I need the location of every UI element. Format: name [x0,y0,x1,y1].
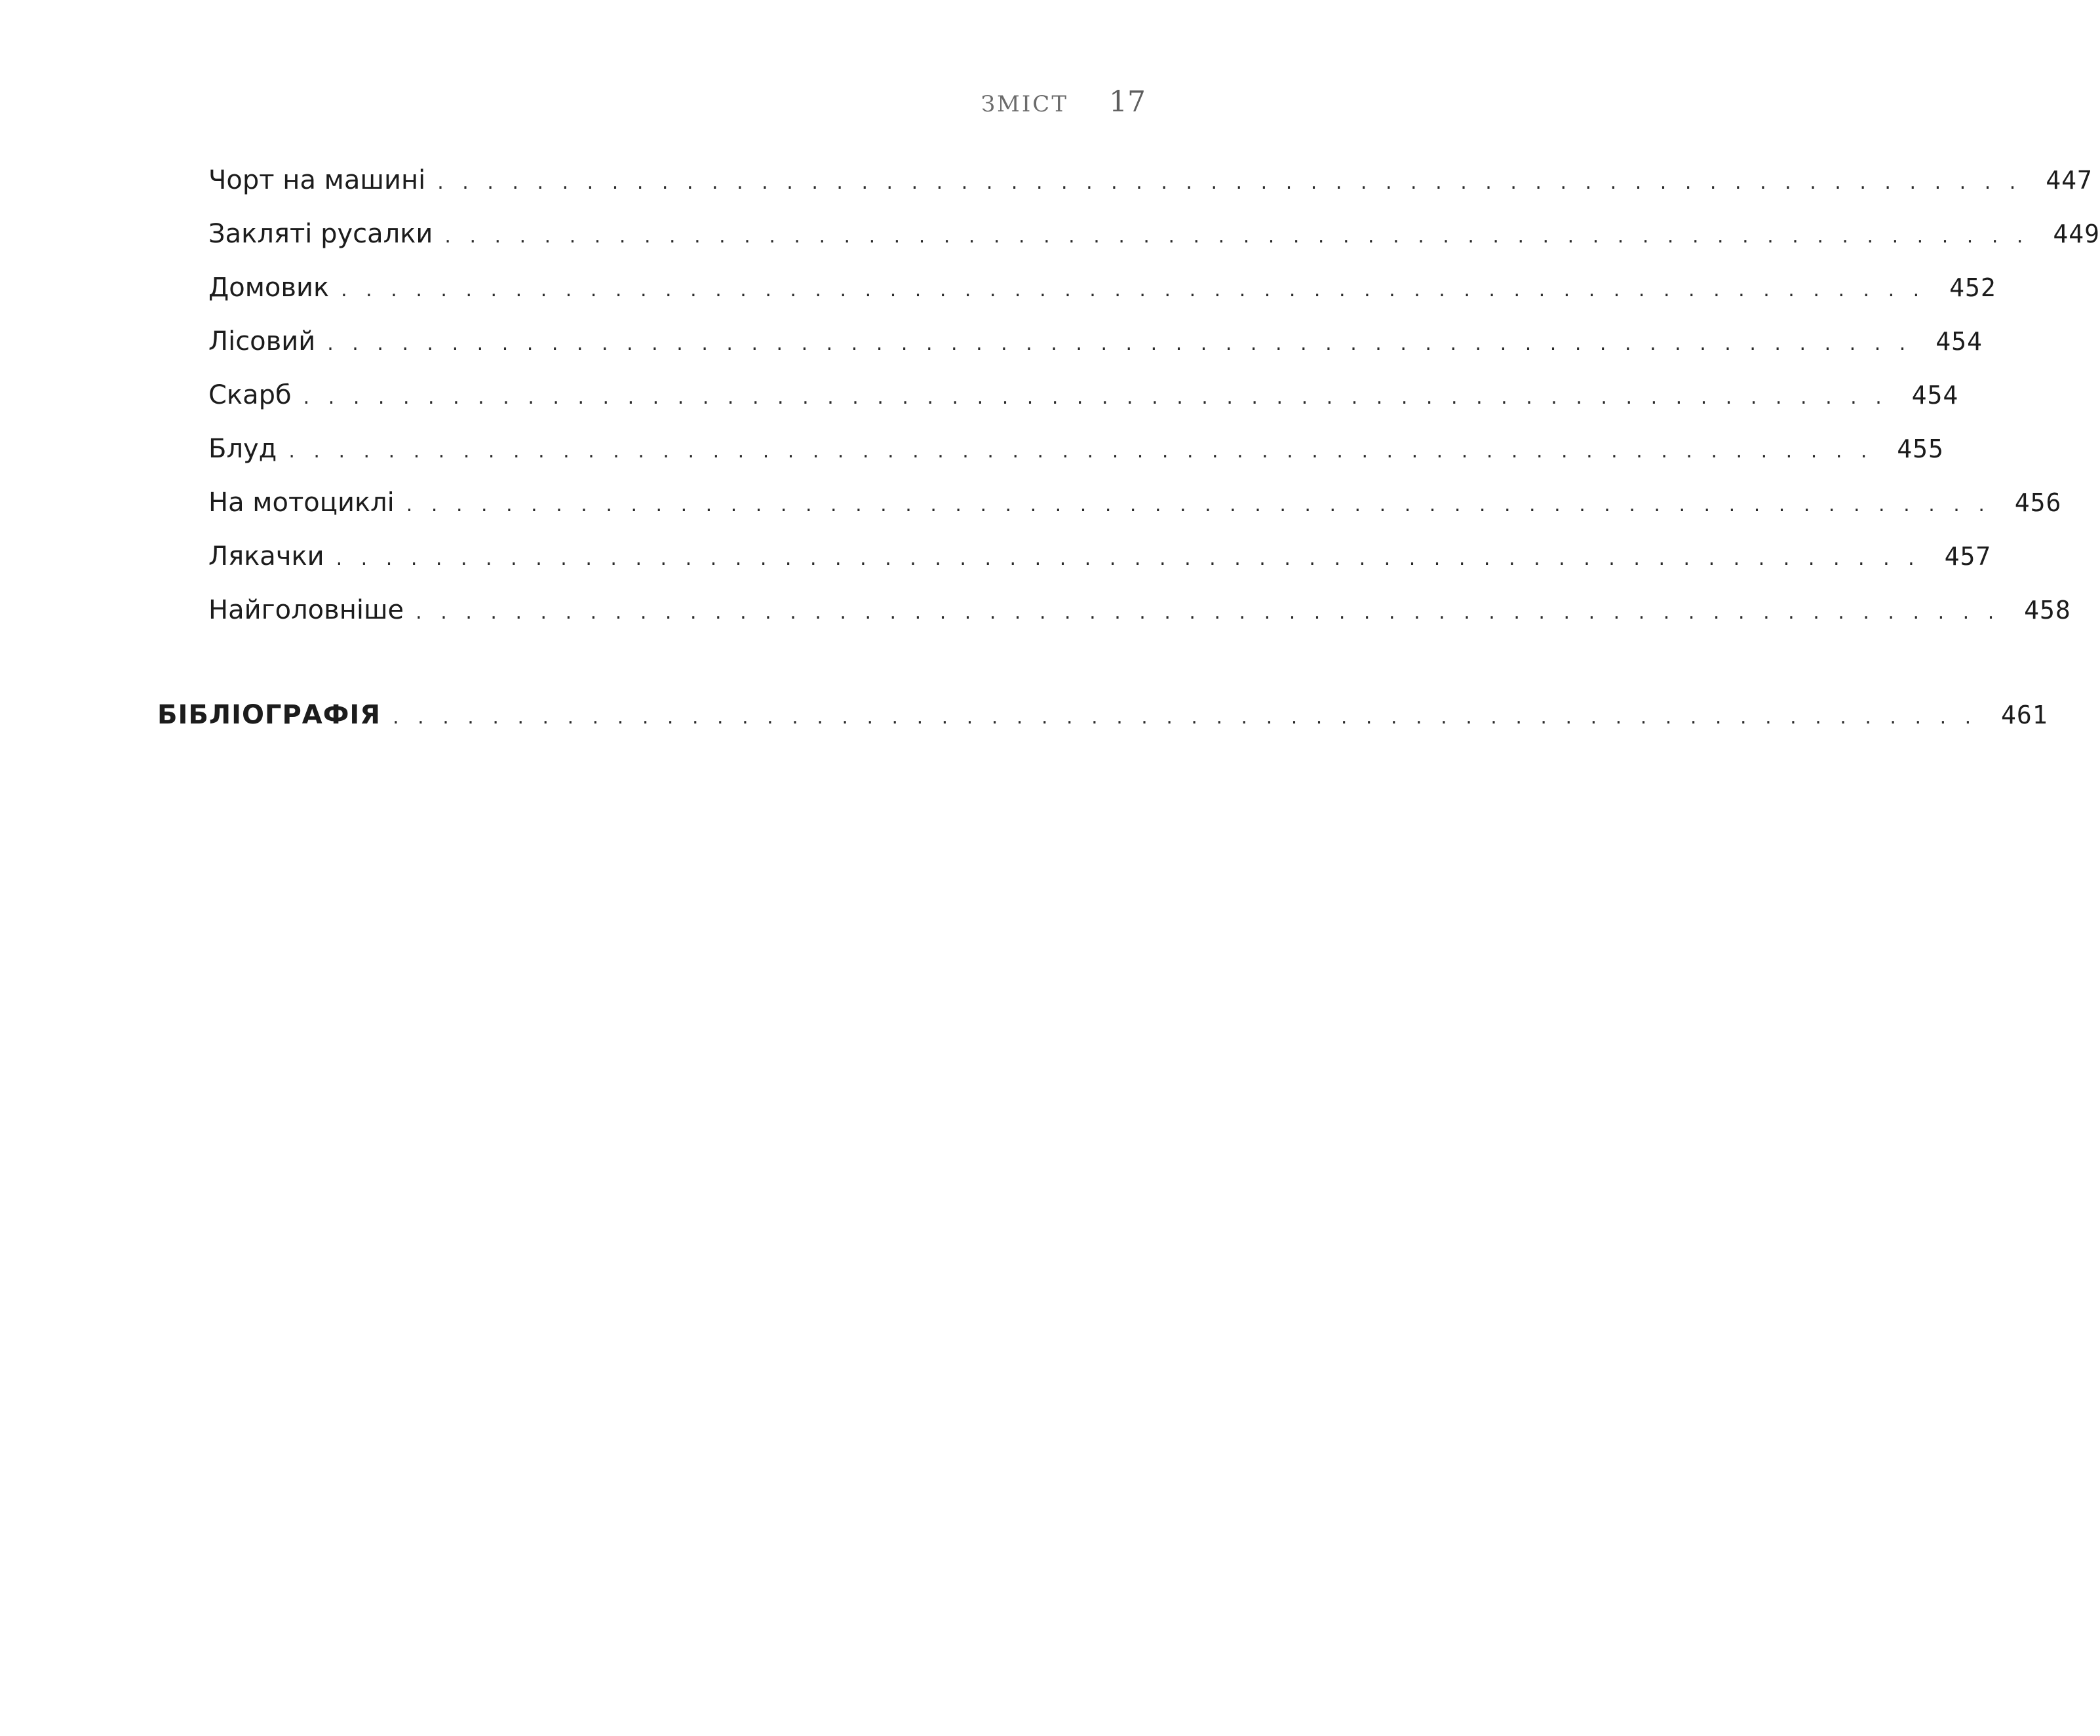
toc-entry-page: 455 [1897,434,1944,463]
toc-entry-title: Найголовніше [208,595,404,625]
dot-leader: . . . . . . . . . . . . . . . . . . . . . . . . . . . . . . . . . . . . . . . . . . . . . . . . . . . . . . . . . . . . . . . . [393,706,1977,729]
dot-leader: . . . . . . . . . . . . . . . . . . . . . . . . . . . . . . . . . . . . . . . . . . . . . . . . . . . . . . . . . . . . . . . . [341,279,1926,301]
toc-entry-title: На мотоциклі [208,488,395,518]
toc-entry-page: 454 [1911,381,1959,410]
toc-entry[interactable] [208,434,1944,488]
toc-entry[interactable] [208,326,1983,380]
toc-entry[interactable] [208,273,1996,326]
toc-entry-page: 452 [1949,273,1996,302]
toc-entry-page: 447 [2046,166,2093,195]
toc-major-entry-title: БІБЛІОГРАФІЯ [157,700,381,730]
dot-leader: . . . . . . . . . . . . . . . . . . . . . . . . . . . . . . . . . . . . . . . . . . . . . . . . . . . . . . . . . . . . . . . . [336,547,1921,570]
toc-entry-title: Закляті русалки [208,219,433,249]
dot-leader: . . . . . . . . . . . . . . . . . . . . . . . . . . . . . . . . . . . . . . . . . . . . . . . . . . . . . . . . . . . . . . . . [288,440,1873,463]
toc-entry[interactable] [208,595,2071,649]
toc-entry-page: 456 [2014,488,2062,517]
toc-entry[interactable] [208,380,1959,434]
toc-major-entry-page: 461 [2001,701,2048,729]
toc-entry-title: Лякачки [208,541,324,571]
toc-entry-title: Скарб [208,380,292,410]
toc-entry-title: Чорт на машині [208,165,426,195]
toc-entry[interactable] [208,541,1992,595]
toc-entry-page: 454 [1935,327,1983,356]
toc-entry-title: Домовик [208,273,330,303]
dot-leader: . . . . . . . . . . . . . . . . . . . . . . . . . . . . . . . . . . . . . . . . . . . . . . . . . . . . . . . . . . . . . . . . [406,493,1991,516]
toc-entry[interactable] [208,165,2093,219]
page-number: 17 [1109,85,1146,119]
toc-entry[interactable] [208,219,2100,273]
dot-leader: . . . . . . . . . . . . . . . . . . . . . . . . . . . . . . . . . . . . . . . . . . . . . . . . . . . . . . . . . . . . . . . . [416,601,2000,624]
toc-entry-page: 449 [2053,220,2100,248]
toc-entry-title: Блуд [208,434,277,464]
toc-entry[interactable] [208,488,2062,541]
dot-leader: . . . . . . . . . . . . . . . . . . . . . . . . . . . . . . . . . . . . . . . . . . . . . . . . . . . . . . . . . . . . . . . . [327,332,1912,355]
toc-major-entry-bibliography[interactable] [157,700,2048,754]
section-title: ЗМІСТ [981,91,1068,117]
dot-leader: . . . . . . . . . . . . . . . . . . . . . . . . . . . . . . . . . . . . . . . . . . . . . . . . . . . . . . . . . . . . . . . . [303,386,1888,409]
dot-leader: . . . . . . . . . . . . . . . . . . . . . . . . . . . . . . . . . . . . . . . . . . . . . . . . . . . . . . . . . . . . . . . . [437,171,2022,194]
running-head [981,85,1146,119]
toc-entry-title: Лісовий [208,326,316,357]
dot-leader: . . . . . . . . . . . . . . . . . . . . . . . . . . . . . . . . . . . . . . . . . . . . . . . . . . . . . . . . . . . . . . . . [444,225,2029,248]
toc-entry-page: 457 [1944,542,1992,571]
table-of-contents [157,165,2100,754]
toc-entry-page: 458 [2024,596,2071,625]
